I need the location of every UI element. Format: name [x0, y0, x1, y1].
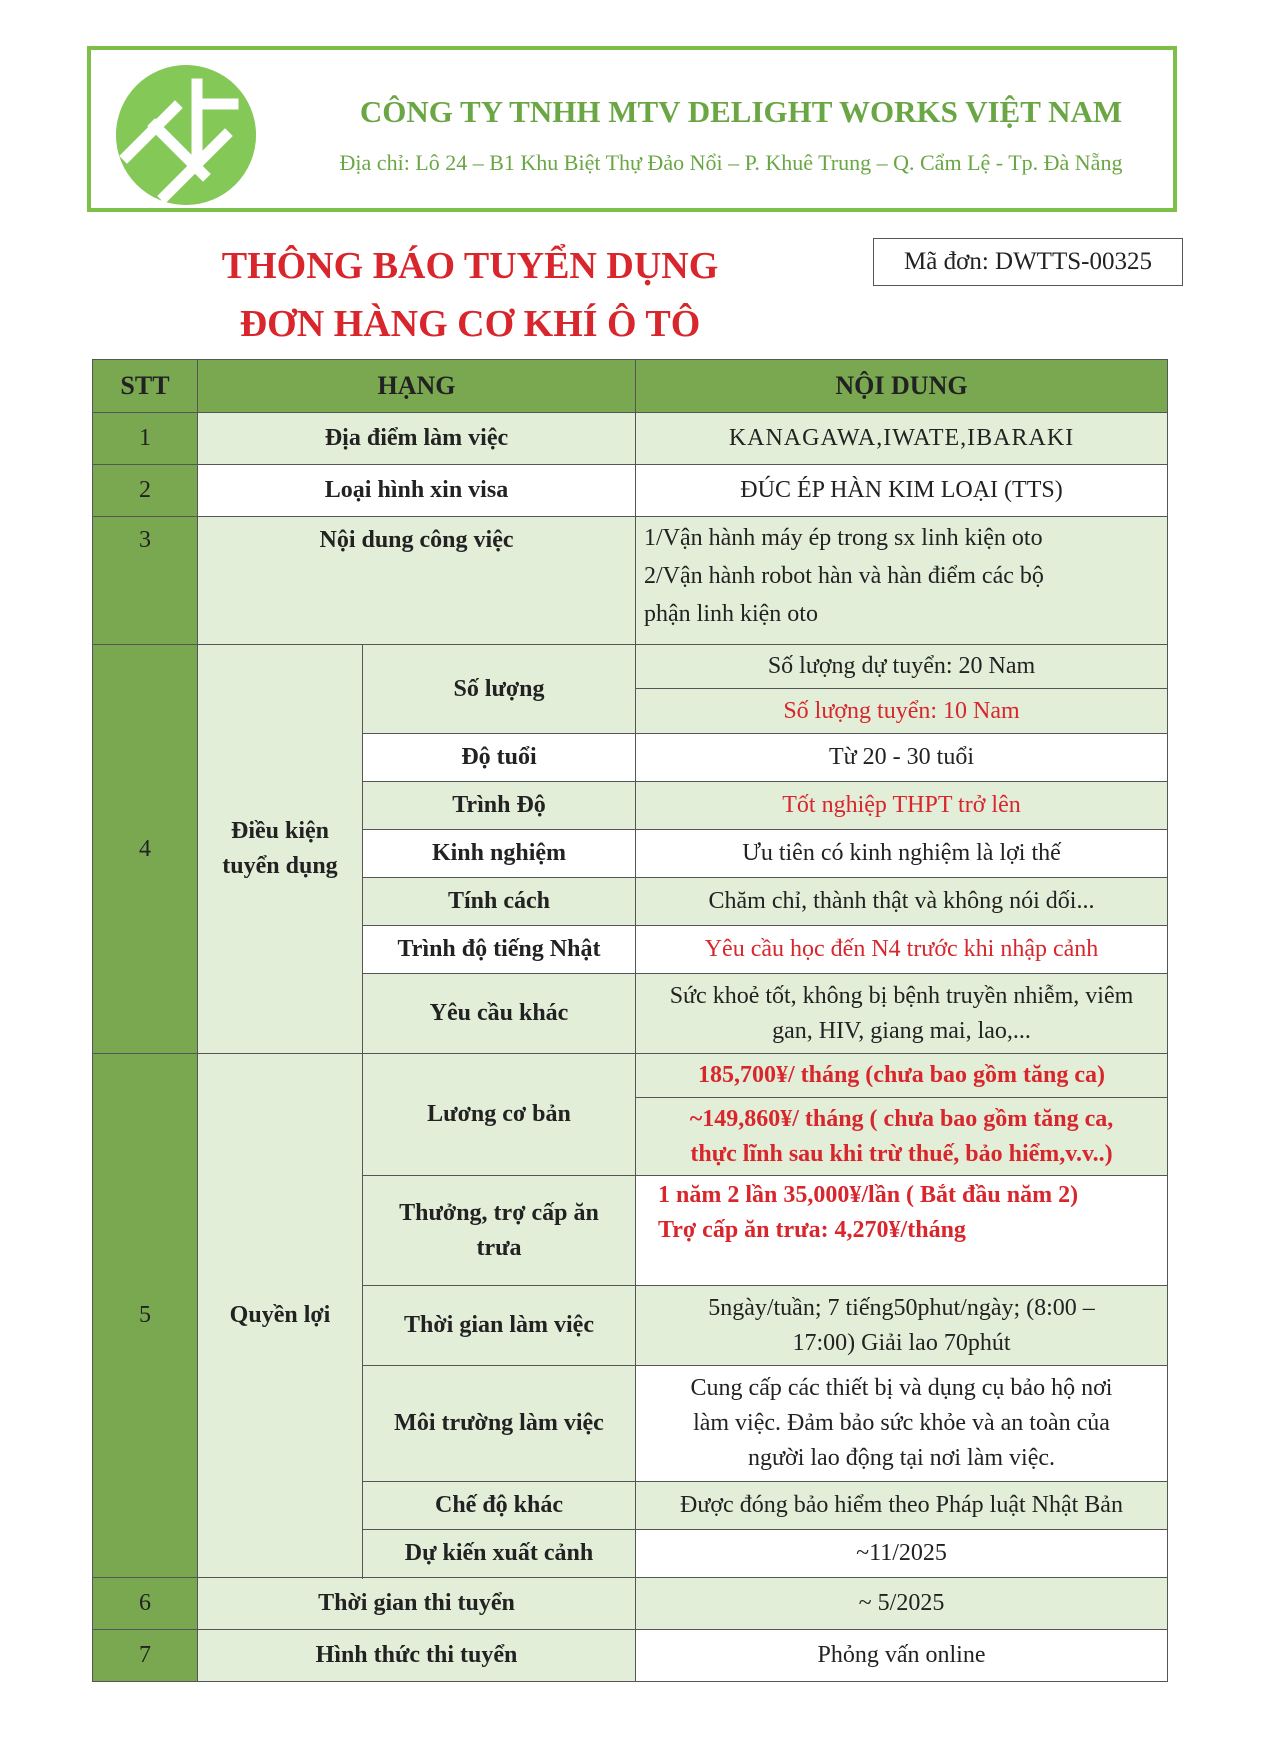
row-stt: 7 [93, 1630, 198, 1682]
sub-label: Độ tuổi [363, 734, 636, 782]
company-name: CÔNG TY TNHH MTV DELIGHT WORKS VIỆT NAM [359, 94, 1123, 129]
sub-label: Trình độ tiếng Nhật [363, 926, 636, 974]
row-label: Loại hình xin visa [198, 465, 636, 517]
table-row [93, 413, 1168, 465]
sub-label: Môi trường làm việc [363, 1366, 636, 1482]
header-category: HẠNG [198, 360, 636, 413]
sub-label: Kinh nghiệm [363, 830, 636, 878]
row-stt: 2 [93, 465, 198, 517]
row-label: Quyền lợi [198, 1054, 363, 1578]
row-stt: 5 [93, 1054, 198, 1578]
sub-value: Từ 20 - 30 tuổi [636, 734, 1168, 782]
header-stt: STT [93, 360, 198, 413]
sub-value: 185,700¥/ tháng (chưa bao gồm tăng ca) [636, 1054, 1168, 1098]
table-row [93, 1054, 1168, 1098]
job-line: phận linh kiện oto [644, 601, 818, 627]
job-line: 2/Vận hành robot hàn và hàn điểm các bộ [644, 563, 1044, 589]
table-header-row [93, 360, 1168, 413]
sub-label: Thưởng, trợ cấp ăn trưa [363, 1176, 636, 1286]
notice-title: THÔNG BÁO TUYỂN DỤNG [221, 245, 719, 287]
table-row [93, 1578, 1168, 1630]
sub-label: Thời gian làm việc [363, 1286, 636, 1366]
sub-value: Cung cấp các thiết bị và dụng cụ bảo hộ nơi làm việc. Đảm bảo sức khỏe và an toàn của người lao động tại nơi làm việc. [636, 1366, 1168, 1482]
sub-value: Yêu cầu học đến N4 trước khi nhập cảnh [636, 926, 1168, 974]
sub-value: Sức khoẻ tốt, không bị bệnh truyền nhiễm, viêm gan, HIV, giang mai, lao,... [636, 974, 1168, 1054]
table-row [93, 645, 1168, 689]
company-header [87, 46, 1177, 212]
order-code-box: Mã đơn: DWTTS-00325 [873, 238, 1183, 286]
sub-value: Tốt nghiệp THPT trở lên [636, 782, 1168, 830]
table-row [93, 465, 1168, 517]
row-label: Nội dung công việc [198, 517, 636, 645]
sub-value: 5ngày/tuần; 7 tiếng50phut/ngày; (8:00 – 17:00) Giải lao 70phút [636, 1286, 1168, 1366]
sub-label: Số lượng [363, 645, 636, 734]
row-stt: 1 [93, 413, 198, 465]
sub-value: 1 năm 2 lần 35,000¥/lần ( Bắt đầu năm 2) Trợ cấp ăn trưa: 4,270¥/tháng [636, 1176, 1168, 1286]
sub-value: ~149,860¥/ tháng ( chưa bao gồm tăng ca, thực lĩnh sau khi trừ thuế, bảo hiểm,v.v..) [636, 1098, 1168, 1176]
row-label: Thời gian thi tuyển [198, 1578, 636, 1630]
notice-subtitle: ĐƠN HÀNG CƠ KHÍ Ô TÔ [239, 303, 701, 345]
row-stt: 3 [93, 517, 198, 645]
recruitment-table [92, 359, 1168, 1682]
row-value: KANAGAWA,IWATE,IBARAKI [636, 413, 1168, 465]
row-stt: 4 [93, 645, 198, 1054]
job-line: 1/Vận hành máy ép trong sx linh kiện oto [644, 525, 1043, 551]
row-label: Hình thức thi tuyển [198, 1630, 636, 1682]
table-row [93, 1630, 1168, 1682]
row-value: ~ 5/2025 [636, 1578, 1168, 1630]
sub-label: Dự kiến xuất cảnh [363, 1530, 636, 1578]
row-label: Điều kiện tuyển dụng [198, 645, 363, 1054]
sub-value: Số lượng tuyển: 10 Nam [636, 689, 1168, 734]
row-value [636, 517, 1168, 645]
sub-value: Chăm chỉ, thành thật và không nói dối... [636, 878, 1168, 926]
sub-label: Yêu cầu khác [363, 974, 636, 1054]
sub-label: Trình Độ [363, 782, 636, 830]
sub-value: Ưu tiên có kinh nghiệm là lợi thế [636, 830, 1168, 878]
sub-label: Tính cách [363, 878, 636, 926]
header-content: NỘI DUNG [636, 360, 1168, 413]
row-value: ĐÚC ÉP HÀN KIM LOẠI (TTS) [636, 465, 1168, 517]
sub-value: Được đóng bảo hiểm theo Pháp luật Nhật Bản [636, 1482, 1168, 1530]
row-value: Phỏng vấn online [636, 1630, 1168, 1682]
sub-value: ~11/2025 [636, 1530, 1168, 1578]
row-stt: 6 [93, 1578, 198, 1630]
sub-label: Chế độ khác [363, 1482, 636, 1530]
row-label: Địa điểm làm việc [198, 413, 636, 465]
sub-value: Số lượng dự tuyển: 20 Nam [636, 645, 1168, 689]
company-logo-icon [115, 64, 257, 206]
sub-label: Lương cơ bản [363, 1054, 636, 1176]
table-row [93, 517, 1168, 645]
company-address: Địa chỉ: Lô 24 – B1 Khu Biệt Thự Đảo Nổi – P. Khuê Trung – Q. Cẩm Lệ - Tp. Đà Nẵng [339, 150, 1123, 175]
